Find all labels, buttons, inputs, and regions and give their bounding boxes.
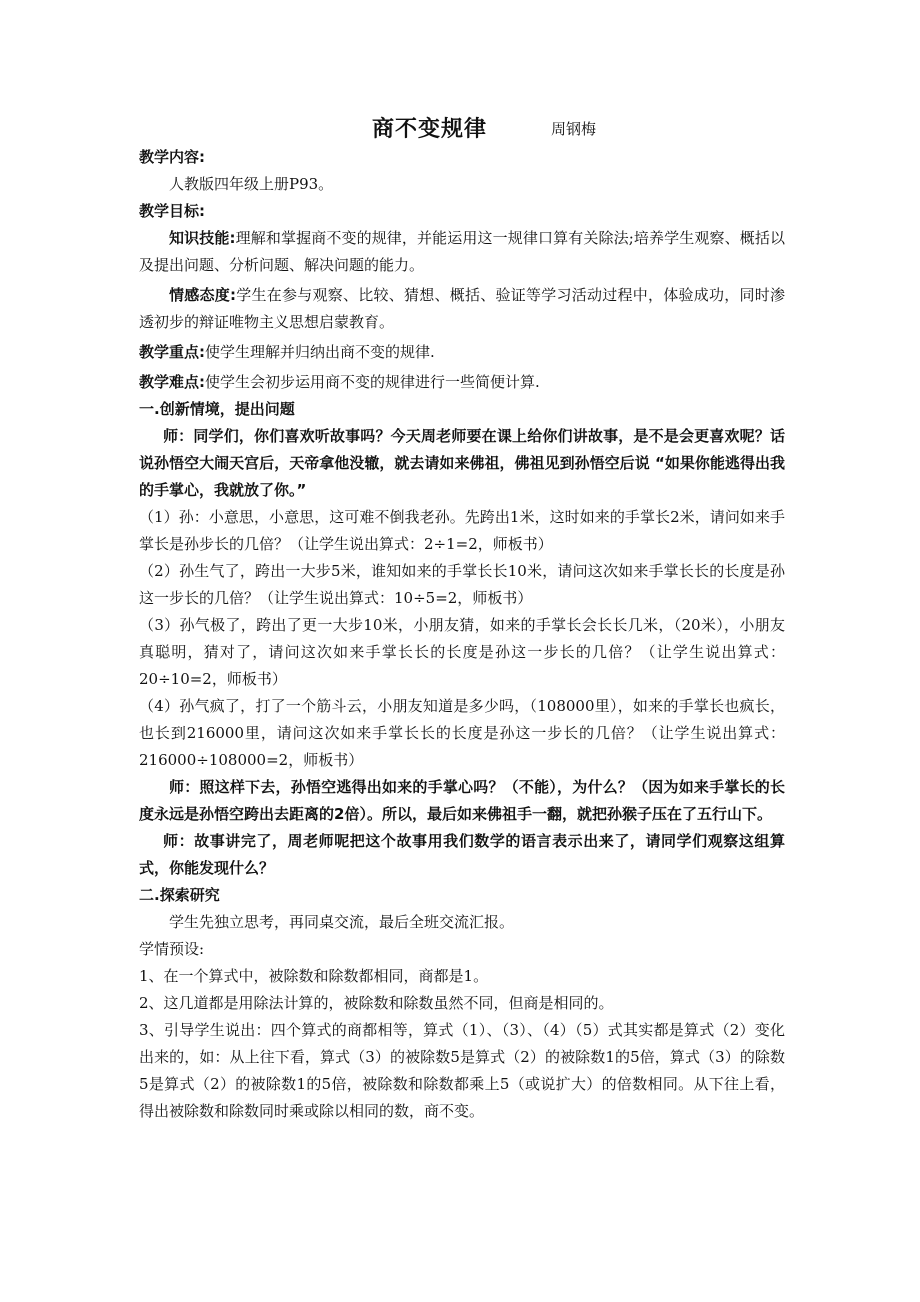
title-row (139, 112, 785, 144)
emotion-text: 学生在参与观察、比较、猜想、概括、验证等学习活动过程中，体验成功，同时渗透初步的辩证唯物主义思想启蒙教育。 (139, 286, 785, 331)
section1-heading: 一.创新情境，提出问题 (139, 400, 295, 418)
story-item-3: （3）孙气极了，跨出了更一大步10米，小朋友猜，如来的手掌长会长长几米，（20米），小朋友真聪明，猜对了，请问这次如来手掌长长的长度是孙这一步长的几倍？（让学生说出算式：20÷10=2，师板书） (139, 616, 785, 688)
difficulty-paragraph (139, 369, 785, 396)
knowledge-text: 理解和掌握商不变的规律，并能运用这一规律口算有关除法;培养学生观察、概括以及提出问题、分析问题、解决问题的能力。 (139, 229, 785, 274)
teaching-content-text: 人教版四年级上册P93。 (169, 175, 334, 193)
preview-point-3: 3、引导学生说出：四个算式的商都相等，算式（1）、（3）、（4）（5）式其实都是算式（2）变化出来的，如：从上往下看，算式（3）的被除数5是算式（2）的被除数1的5倍，算式（3）的除数5是算式（2）的被除数1的5倍，被除数和除数都乘上5（或说扩大）的倍数相同。从下往上看，得出被除数和除数同时乘或除以相同的数，商不变。 (139, 1021, 785, 1120)
document-page (139, 112, 785, 1125)
teaching-goals-label: 教学目标: (139, 202, 205, 220)
preview-label: 学情预设: (139, 940, 205, 958)
teacher-question-1: 师：照这样下去，孙悟空逃得出如来的手掌心吗？（不能），为什么？（因为如来手掌长的长度永远是孙悟空跨出去距离的2倍）。所以，最后如来佛祖手一翻，就把孙猴子压在了五行山下。 (139, 778, 785, 823)
teaching-content-label: 教学内容: (139, 148, 205, 166)
document-title: 商不变规律 (372, 117, 488, 142)
emotion-paragraph (139, 282, 785, 336)
difficulty-text: 使学生会初步运用商不变的规律进行一些简便计算. (205, 373, 540, 391)
story-item-4: （4）孙气疯了，打了一个筋斗云，小朋友知道是多少吗，（108000里），如来的手掌长也疯长，也长到216000里，请问这次如来手掌长长的长度是孙这一步长的几倍？（让学生说出算式：216000÷108000=2，师板书） (139, 697, 785, 769)
knowledge-paragraph (139, 225, 785, 279)
teacher-question-2: 师：故事讲完了，周老师呢把这个故事用我们数学的语言表示出来了，请同学们观察这组算式，你能发现什么？ (139, 832, 785, 877)
preview-point-2: 2、这几道都是用除法计算的，被除数和除数虽然不同，但商是相同的。 (139, 994, 614, 1012)
difficulty-label: 教学难点: (139, 373, 205, 391)
section2-heading: 二.探索研究 (139, 886, 220, 904)
section1-intro: 师：同学们，你们喜欢听故事吗？今天周老师要在课上给你们讲故事，是不是会更喜欢呢？话说孙悟空大闹天宫后，天帝拿他没辙，就去请如来佛祖，佛祖见到孙悟空后说 “如果你能逃得出我的手掌心，我就放了你。” (139, 427, 785, 499)
knowledge-label: 知识技能: (169, 229, 236, 247)
story-item-2: （2）孙生气了，跨出一大步5米，谁知如来的手掌长长10米，请问这次如来手掌长长的长度是孙这一步长的几倍？（让学生说出算式：10÷5=2，师板书） (139, 562, 785, 607)
story-item-1: （1）孙：小意思，小意思，这可难不倒我老孙。先跨出1米，这时如来的手掌长2米，请问如来手掌长是孙步长的几倍？（让学生说出算式：2÷1=2，师板书） (139, 508, 785, 553)
section2-intro: 学生先独立思考，再同桌交流，最后全班交流汇报。 (169, 913, 515, 931)
author-name: 周钢梅 (551, 120, 597, 138)
preview-point-1: 1、在一个算式中，被除数和除数都相同，商都是1。 (139, 967, 489, 985)
key-point-paragraph (139, 339, 785, 366)
key-point-label: 教学重点: (139, 343, 205, 361)
emotion-label: 情感态度: (169, 286, 236, 304)
key-point-text: 使学生理解并归纳出商不变的规律. (205, 343, 435, 361)
